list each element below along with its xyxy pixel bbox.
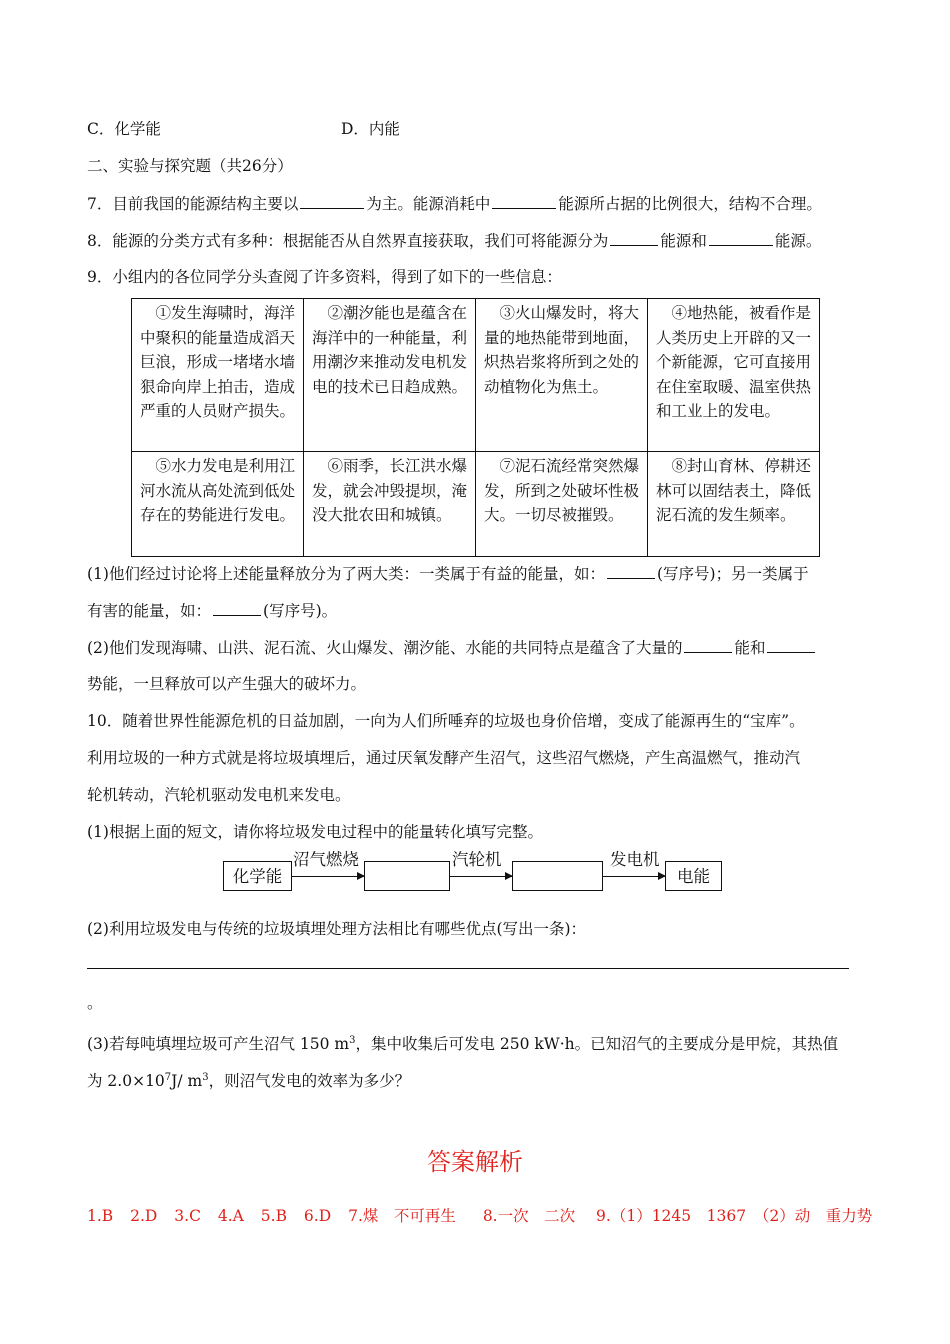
answer-line[interactable] bbox=[87, 968, 849, 969]
answer-blank[interactable] bbox=[213, 599, 261, 616]
question-8: 8．能源的分类方式有多种：根据能否从自然界直接获取，我们可将能源分为 能源和 能源。 bbox=[87, 229, 821, 252]
table-row bbox=[132, 299, 820, 452]
question-10-3-line1: (3)若每吨填埋垃圾可产生沼气 150 $m^3$，集中收集后可发电 250 kW·h。已知沼气的主要成分是甲烷，其热值 bbox=[87, 1035, 839, 1054]
flow-label-3: 发电机 bbox=[610, 850, 660, 869]
answer-item: 6.D bbox=[303, 1207, 332, 1225]
question-10-line3: 轮机转动，汽轮机驱动发电机来发电。 bbox=[87, 786, 351, 804]
table-cell: ④地热能，被看作是人类历史上开辟的又一个新能源，它可直接用在住室取暖、温室供热和工业上的发电。 bbox=[648, 299, 820, 452]
table-cell: ⑦泥石流经常突然爆发，所到之处破坏性极大。一切尽被摧毁。 bbox=[476, 452, 648, 557]
answer-item: 1.B bbox=[87, 1207, 114, 1225]
answer-item: 3.C bbox=[174, 1207, 201, 1225]
question-10-2-end: 。 bbox=[87, 994, 103, 1012]
answer-item: 2.D bbox=[130, 1207, 158, 1225]
table-cell: ②潮汐能也是蕴含在海洋中的一种能量，利用潮汐来推动发电机发电的技术已日趋成熟。 bbox=[304, 299, 476, 452]
arrow-icon bbox=[603, 876, 665, 877]
flow-box-blank-2[interactable] bbox=[512, 861, 603, 891]
table-cell: ⑥雨季，长江洪水爆发，就会冲毁提坝，淹没大批农田和城镇。 bbox=[304, 452, 476, 557]
answer-blank[interactable] bbox=[610, 229, 658, 246]
question-7: 7．目前我国的能源结构主要以 为主。能源消耗中 能源所占据的比例很大，结构不合理。 bbox=[87, 192, 822, 215]
answer-title: 答案解析 bbox=[427, 1148, 523, 1176]
flow-label-1: 沼气燃烧 bbox=[293, 850, 359, 869]
answer-blank[interactable] bbox=[684, 636, 732, 653]
answer-item: 5.B bbox=[260, 1207, 287, 1225]
arrow-icon bbox=[450, 876, 512, 877]
answer-item: 4.A bbox=[217, 1207, 244, 1225]
table-cell: ⑤水力发电是利用江河水流从高处流到低处存在的势能进行发电。 bbox=[132, 452, 304, 557]
arrow-icon bbox=[292, 876, 364, 877]
question-10-1: (1)根据上面的短文，请你将垃圾发电过程中的能量转化填写完整。 bbox=[87, 823, 543, 841]
answer-blank[interactable] bbox=[492, 192, 556, 209]
question-9-1-line1: (1)他们经过讨论将上述能量释放分为了两大类：一类属于有益的能量，如： (写序号)；另一类属于 bbox=[87, 562, 809, 585]
answer-blank[interactable] bbox=[709, 229, 773, 246]
answer-item: 9.（1）1245 1367 （2）动 重力势 bbox=[596, 1207, 873, 1225]
answer-blank[interactable] bbox=[767, 636, 815, 653]
option-d: D．内能 bbox=[341, 120, 400, 138]
question-10-line1: 10．随着世界性能源危机的日益加剧，一向为人们所唾弃的垃圾也身价倍增，变成了能源再生的“宝库”。 bbox=[87, 712, 805, 730]
table-cell: ①发生海啸时，海洋中聚积的能量造成滔天巨浪，形成一堵堵水墙狠命向岸上拍击，造成严重的人员财产损失。 bbox=[132, 299, 304, 452]
question-9-1-line2: 有害的能量，如： (写序号)。 bbox=[87, 599, 337, 622]
flow-box-start: 化学能 bbox=[223, 861, 292, 891]
answer-blank[interactable] bbox=[607, 562, 655, 579]
flow-box-blank-1[interactable] bbox=[364, 861, 450, 891]
answer-item: 8.一次 二次 bbox=[482, 1207, 576, 1225]
question-10-line2: 利用垃圾的一种方式就是将垃圾填埋后，通过厌氧发酵产生沼气，这些沼气燃烧，产生高温燃气，推动汽 bbox=[87, 749, 801, 767]
option-c: C．化学能 bbox=[87, 120, 161, 138]
question-9-2-line1: (2)他们发现海啸、山洪、泥石流、火山爆发、潮汐能、水能的共同特点是蕴含了大量的 能和 bbox=[87, 636, 817, 659]
flow-box-end: 电能 bbox=[665, 861, 722, 891]
answer-item: 7.煤 不可再生 bbox=[348, 1207, 456, 1225]
table-cell: ⑧封山育林、停耕还林可以固结表土，降低泥石流的发生频率。 bbox=[648, 452, 820, 557]
answer-blank[interactable] bbox=[300, 192, 364, 209]
section2-title: 二、实验与探究题（共26分） bbox=[87, 157, 293, 175]
answer-list bbox=[87, 1205, 884, 1227]
question-10-3-line2: 为 $2.0\times 10^7J/$ $m^3$，则沼气发电的效率为多少？ bbox=[87, 1072, 411, 1091]
table-cell: ③火山爆发时，将大量的地热能带到地面，炽热岩浆将所到之处的动植物化为焦土。 bbox=[476, 299, 648, 452]
table-row bbox=[132, 452, 820, 557]
info-table bbox=[131, 298, 820, 557]
question-9-intro: 9．小组内的各位同学分头查阅了许多资料，得到了如下的一些信息： bbox=[87, 268, 562, 286]
q6-options bbox=[87, 118, 400, 140]
question-9-2-line2: 势能，一旦释放可以产生强大的破坏力。 bbox=[87, 675, 367, 693]
flow-label-2: 汽轮机 bbox=[452, 850, 502, 869]
question-10-2: (2)利用垃圾发电与传统的垃圾填埋处理方法相比有哪些优点(写出一条)： bbox=[87, 920, 587, 938]
